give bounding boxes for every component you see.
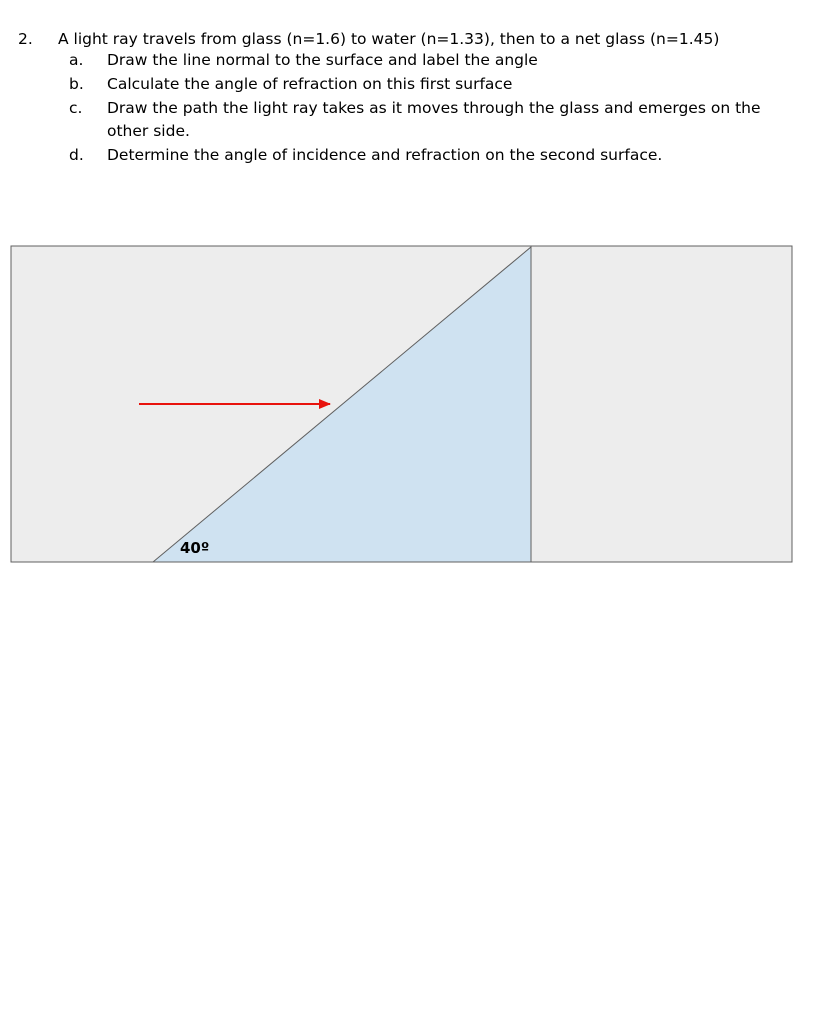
part-text: Calculate the angle of refraction on this first surface bbox=[107, 75, 513, 93]
part-marker: d. bbox=[69, 146, 84, 164]
question-number: 2. bbox=[18, 30, 33, 48]
part-marker: b. bbox=[69, 75, 84, 93]
part-text: Determine the angle of incidence and refraction on the second surface. bbox=[107, 146, 663, 164]
part-marker: a. bbox=[69, 51, 84, 69]
part-text: Draw the path the light ray takes as it moves through the glass and emerges on the other side. bbox=[107, 99, 761, 140]
part-marker: c. bbox=[69, 99, 83, 117]
question-text: A light ray travels from glass (n=1.6) to water (n=1.33), then to a net glass (n=1.45) bbox=[58, 30, 720, 48]
angle-label: 40º bbox=[180, 539, 210, 557]
part-text: Draw the line normal to the surface and label the angle bbox=[107, 51, 538, 69]
